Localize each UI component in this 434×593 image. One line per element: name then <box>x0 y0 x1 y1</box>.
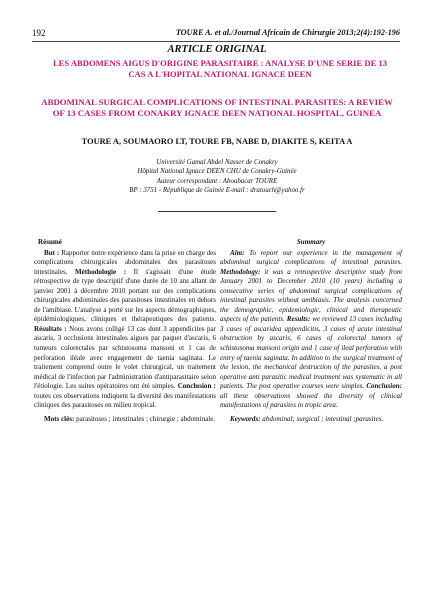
methodology-text: it was a retrospective descriptive study from January 2001 to December 2010 (10 years) including a consecutive series of abdominal surgical complications of intestinal parasites without amibiasis. The analysis concerned the demographic, epidemiologic, clinical and therapeutic aspects of the patients. <box>220 267 402 324</box>
contact-line: BP : 3751 - République de Guinée E-mail : dratouch@yahoo.fr <box>129 186 305 194</box>
methodo-label: Méthodologie : <box>75 267 127 276</box>
resume-column <box>34 238 216 424</box>
journal-reference: TOURE A. et al./Journal Africain de Chirurgie 2013;2(4):192-196 <box>175 28 400 37</box>
summary-body <box>220 249 402 411</box>
keywords-text: abdominal; surgical ; intestinal ;parasites. <box>260 414 384 423</box>
mots-cles <box>34 415 216 425</box>
separator-rule <box>158 211 276 212</box>
keywords <box>220 415 402 425</box>
title-french: LES ABDOMENS AIGUS D'ORIGINE PARASITAIRE : ANALYSE D'UNE SERIE DE 13 CAS A L'HOPITAL NATIONAL IGNACE DEEN <box>52 58 388 79</box>
but-label: But : <box>44 248 60 257</box>
affiliation-hospital: Hôpital National Ignace DEEN CHU de Conakry-Guinée <box>137 168 297 176</box>
mots-cles-text: parasitoses ; intestinales ; chirurgie ; abdominale. <box>74 414 216 423</box>
conclusion-text-en: all these observations showed the diversity of clinical manifestations of parasites in tropic area. <box>220 391 402 410</box>
resume-heading: Résumé <box>38 238 62 246</box>
page-header <box>32 28 400 40</box>
but-text: Rapporter notre expérience dans la prise en charge des complications chirurgicales abdominales des parasitoses intestinales. <box>34 248 217 276</box>
methodology-label: Methodology: <box>220 267 261 276</box>
title-english: ABDOMINAL SURGICAL COMPLICATIONS OF INTESTINAL PARASITES: A REVIEW OF 13 CASES FROM CONAKRY IGNACE DEEN NATIONAL HOSPITAL, GUINEA <box>41 97 393 119</box>
header-rule <box>32 41 400 42</box>
corresponding-author: Auteur correspondant : Aboubacar TOURE <box>156 177 278 185</box>
article-type: ARTICLE ORIGINAL <box>167 44 267 55</box>
methodo-text: Il s'agissait d'une étude rétrospective de type descriptif d'une durée de 10 ans allant de janvier 2001 à décembre 2010 portant sur des complications chirurgicales abdominales des parasitoses intestinales en dehors de l'amibiase. L'analyse a porté sur les aspects démographiques, épidémiologiques, cliniques et thérapeutiques des patients. <box>34 267 216 324</box>
conclusion-label-en: Conclusion: <box>366 382 402 391</box>
summary-column <box>220 238 402 424</box>
results-text: we reviewed 13 cases including 3 cases of ascaridea appendicitis, 3 cases of acute intestinal obstruction by ascaris, 6 cases of colorectal tumors of schistosoma mansoni origin and 1 case of ileal perforation with entry of taenia saginata. In addition to the surgical treatment of the lesion, the mechanical destruction of the parasites, a post operative anti parasitic medical treatment was systematic in all patients. The post operative courses were simples. <box>220 315 402 391</box>
affiliations <box>0 158 434 195</box>
resultats-text: Nous avons colligé 13 cas dont 3 appendicites par ascaris, 3 occlusions intestinales aigues par paquet d'ascaris, 6 tumeurs colorectales par schistosoma mansoni et 1 cas de perforation iléale avec engagement de taenia saginata. Le traitement comprend outre le volet chirurgical, un traitement médical de l'infection par l'administration d'antiparasitaire selon l'étiologie. Les suites opératoires ont été simples. <box>34 324 217 391</box>
resultats-label: Résultats : <box>34 324 67 333</box>
conclusion-label-fr: Conclusion : <box>177 382 216 391</box>
authors: TOURE A, SOUMAORO LT, TOURE FB, NABE D, DIAKITE S, KEITA A <box>81 137 353 146</box>
aim-text: To report our experience in the management of abdominal surgical complications of intestinal parasites. <box>220 248 402 267</box>
conclusion-text-fr: toutes ces observations indiquent la diversité des manifestations cliniques des parasitoses en milieu tropical. <box>34 391 216 410</box>
affiliation-university: Université Gamal Abdel Nasser de Conakry <box>156 159 278 166</box>
mots-cles-label: Mots clés: <box>44 414 75 423</box>
page-number: 192 <box>32 28 46 38</box>
summary-heading: Summary <box>296 238 326 246</box>
results-label: Results: <box>286 315 311 324</box>
aim-label: Aim: <box>230 248 245 257</box>
resume-body <box>34 249 216 411</box>
keywords-label: Keywords: <box>230 414 261 423</box>
